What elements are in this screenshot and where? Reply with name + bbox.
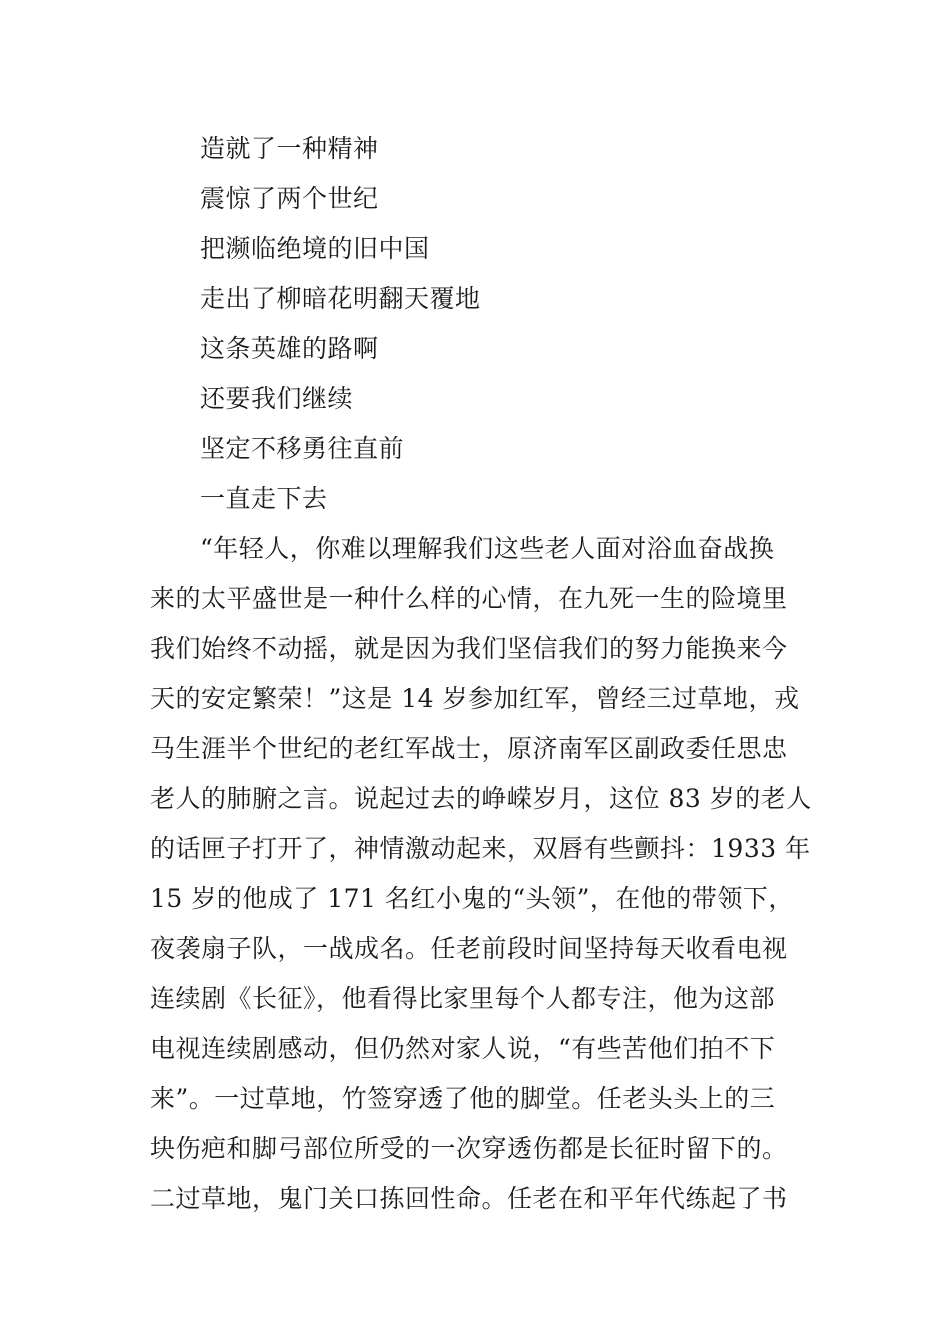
poem-line: 一直走下去 [200, 484, 328, 513]
poem-line: 震惊了两个世纪 [200, 184, 379, 213]
prose-line: 二过草地，鬼门关口拣回性命。任老在和平年代练起了书 [150, 1184, 788, 1213]
poem-line: 还要我们继续 [200, 384, 354, 413]
prose-paragraph [150, 524, 812, 1224]
prose-line: 来的太平盛世是一种什么样的心情，在九死一生的险境里 [150, 584, 788, 613]
prose-line: 我们始终不动摇，就是因为我们坚信我们的努力能换来今 [150, 634, 788, 663]
prose-line: 连续剧《长征》，他看得比家里每个人都专注，他为这部 [150, 984, 776, 1013]
prose-line: 电视连续剧感动，但仍然对家人说，“有些苦他们拍不下 [150, 1034, 776, 1063]
prose-line: 来”。一过草地，竹签穿透了他的脚堂。任老头头上的三 [150, 1084, 776, 1113]
poem-line: 坚定不移勇往直前 [200, 434, 405, 463]
poem-block [200, 124, 840, 524]
poem-line: 这条英雄的路啊 [200, 334, 379, 363]
poem-line: 把濒临绝境的旧中国 [200, 234, 430, 263]
prose-line: 的话匣子打开了，神情激动起来，双唇有些颤抖：1933 年 [150, 834, 811, 863]
prose-line: 夜袭扇子队，一战成名。任老前段时间坚持每天收看电视 [150, 934, 788, 963]
prose-line: “年轻人，你难以理解我们这些老人面对浴血奋战换 [200, 534, 775, 563]
poem-line: 造就了一种精神 [200, 134, 379, 163]
prose-line: 15 岁的他成了 171 名红小鬼的“头领”，在他的带领下， [150, 884, 794, 913]
prose-line: 马生涯半个世纪的老红军战士，原济南军区副政委任思忠 [150, 734, 788, 763]
prose-line: 天的安定繁荣！”这是 14 岁参加红军，曾经三过草地，戎 [150, 684, 800, 713]
prose-line: 老人的肺腑之言。说起过去的峥嵘岁月，这位 83 岁的老人 [150, 784, 812, 813]
poem-line: 走出了柳暗花明翻天覆地 [200, 284, 481, 313]
prose-line: 块伤疤和脚弓部位所受的一次穿透伤都是长征时留下的。 [150, 1134, 788, 1163]
